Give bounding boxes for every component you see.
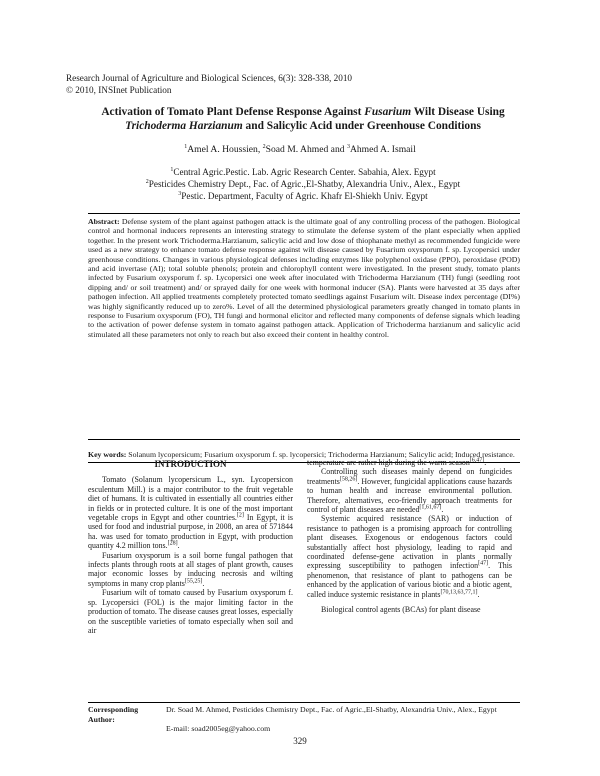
author-3: Ahmed A. Ismail bbox=[349, 144, 416, 155]
affiliation: $^3$Pestic. Department, Faculty of Agric. Khafr El-Shiekh Univ. Egypt bbox=[178, 190, 428, 201]
journal-copyright: © 2010, INSInet Publication bbox=[66, 84, 172, 95]
page-number: 329 bbox=[293, 736, 307, 746]
abstract-section bbox=[88, 213, 520, 440]
affiliation: $^1$Central Agric.Pestic. Lab. Agric Research Center. Sabahia, Alex. Egypt bbox=[170, 166, 436, 177]
paper-title bbox=[88, 105, 518, 133]
title-text-3: and Salicylic Acid under Greenhouse Conditions bbox=[242, 120, 481, 132]
author-sup: 3 bbox=[346, 143, 350, 150]
title-text-2: Wilt Disease Using bbox=[411, 106, 505, 118]
paragraph: Fusarium wilt of tomato caused by Fusarium oxysporum f. sp. Lycopersici (FOL) is the major limiting factor in the production of tomato. The disease causes great losses, especially on the susceptible varieties of tomato especially when soil and air bbox=[88, 588, 293, 635]
author-1: Amel A. Houssien, bbox=[187, 144, 263, 155]
paragraph: Controlling such diseases mainly depend on fungicides treatments[58,26]. However, fungicidal applications cause hazards to human health and increase environmental pollution. Therefore, alternatives, eco-friendly approach treatments for control of plant diseases are needed[1,61,67]. bbox=[307, 467, 512, 515]
author-sup: 1 bbox=[184, 143, 188, 150]
corresponding-label: Corresponding Author: bbox=[88, 705, 139, 724]
journal-citation: Research Journal of Agriculture and Biological Sciences, 6(3): 328-338, 2010 bbox=[66, 73, 353, 83]
keywords-label: Key words: bbox=[88, 450, 127, 459]
title-italic-2: Trichoderma Harzianum bbox=[125, 120, 243, 132]
keywords-text: Solanum lycopersicum; Fusarium oxysporum f. sp. lycopersici; Trichoderma Harzianum; Salicylic acid; Induced resistance. bbox=[126, 450, 515, 459]
journal-header bbox=[66, 73, 352, 96]
left-column bbox=[88, 460, 293, 635]
paragraph: Biological control agents (BCAs) for plant disease bbox=[321, 605, 481, 615]
author-sep: and bbox=[328, 144, 347, 155]
paragraph: temperature are rather high during the warm season[6,47]. bbox=[307, 457, 487, 467]
right-column bbox=[307, 458, 512, 615]
paragraph: Systemic acquired resistance (SAR) or induction of resistance to pathogen is a promising approach for controlling plant diseases. Exogenous or endogenous factors could substantially affect host physiology, leading to rapid and coordinated defense-gene activation in plants normally expressing susceptibility to pathogen infection[47]. This phenomenon, that resistance of plant to pathogens can be enhanced by the application of various biotic and a biotic agent, called induce systemic resistance in plants[70,13,63,77,1]. bbox=[307, 514, 512, 599]
affiliation: $^2$Pesticides Chemistry Dept., Fac. of Agric.,El-Shatby, Alexandria Univ., Alex., Egypt bbox=[145, 178, 461, 189]
title-text-1: Activation of Tomato Plant Defense Response Against bbox=[101, 106, 365, 118]
title-italic-1: Fusarium bbox=[364, 106, 412, 118]
author-2: Soad M. Ahmed bbox=[265, 144, 329, 155]
paragraph: Fusarium oxysporum is a soil borne fungal pathogen that infects plants through roots at all stages of plant growth, causes major economic losses by inducing necrosis and wilting symptoms in many crop plants[55,25]. bbox=[88, 550, 293, 588]
corresponding-text: Dr. Soad M. Ahmed, Pesticides Chemistry Dept., Fac. of Agric.,El-Shatby, Alexandria Univ., Alex., Egypt bbox=[166, 705, 497, 714]
abstract-text: Defense system of the plant against pathogen attack is the ultimate goal of any controlling process of the pathogen. Biological control and hormonal inducers represents an interesting strategy to stimulate the defense system of the plant especially when applied together. In the present work Trichoderma.Harzianum, salicylic acid and low dose of thiophanate methyl as recommended fungicide were used as a new strategy to enhance tomato defense response against wilt disease caused by Fusarium oxysporum f. sp. Lycopersici under greenhouse conditions. Changes in various physiological defenses including enzymes like polyphenol oxidase (PPO), peroxidase (POD) and acid invertase (AI); total soluble phenols; protein and chlorophyll content were investigated. In the present study, tomato plants infected by Fusarium oxysporum f. sp. Lycopersici one week after inoculated with Trichoderma Harzianum (TH) fungi (seedling root dipping and/ or soil treatment) and/ or sprayed daily for one week with hormonal inducer (SA). Plants were harvested at 35 days after pathogen infection. All applied treatments completely protected tomato seedlings against Fusarium wilt. Disease index percentage (DI%) was highly significantly reduced up to zero%. Level of all the determined physiological parameters greatly changed in tomato plants in response to Fusarium oxysporum (FO), TH fungi and hormonal elicitor and reflected many components of defense signals which leading to the activation of power defense system in tomato against pathogen attack. Application of Trichoderma harzianum and salicylic acid stimulated all these parameters not only to reach but also exceed their content in healthy control. bbox=[88, 217, 520, 339]
abstract-label: Abstract: bbox=[88, 217, 120, 226]
paragraph: Tomato (Solanum lycopersicum L., syn. Lycopersicon esculentum Mill.) is a major contributor to the fruit vegetable diet of humans. It is cultivated in essentially all countries either in fields or in protected culture. It is one of the most important vegetable crops in Egypt and other countries.[2] In Egypt, it is used for food and industrial purpose, in 2008, an area of 571844 ha. was used for tomato production in Egypt, with production quantity 4.2 million tons.[28]. bbox=[88, 475, 293, 551]
abstract bbox=[88, 217, 520, 339]
section-heading: INTRODUCTION bbox=[154, 459, 227, 469]
author-sup: 2 bbox=[262, 143, 266, 150]
corresponding-author bbox=[88, 702, 520, 734]
affiliations bbox=[88, 167, 518, 202]
corresponding-email: E-mail: soad2005eg@yahoo.com bbox=[166, 724, 271, 734]
author-list bbox=[110, 144, 490, 155]
